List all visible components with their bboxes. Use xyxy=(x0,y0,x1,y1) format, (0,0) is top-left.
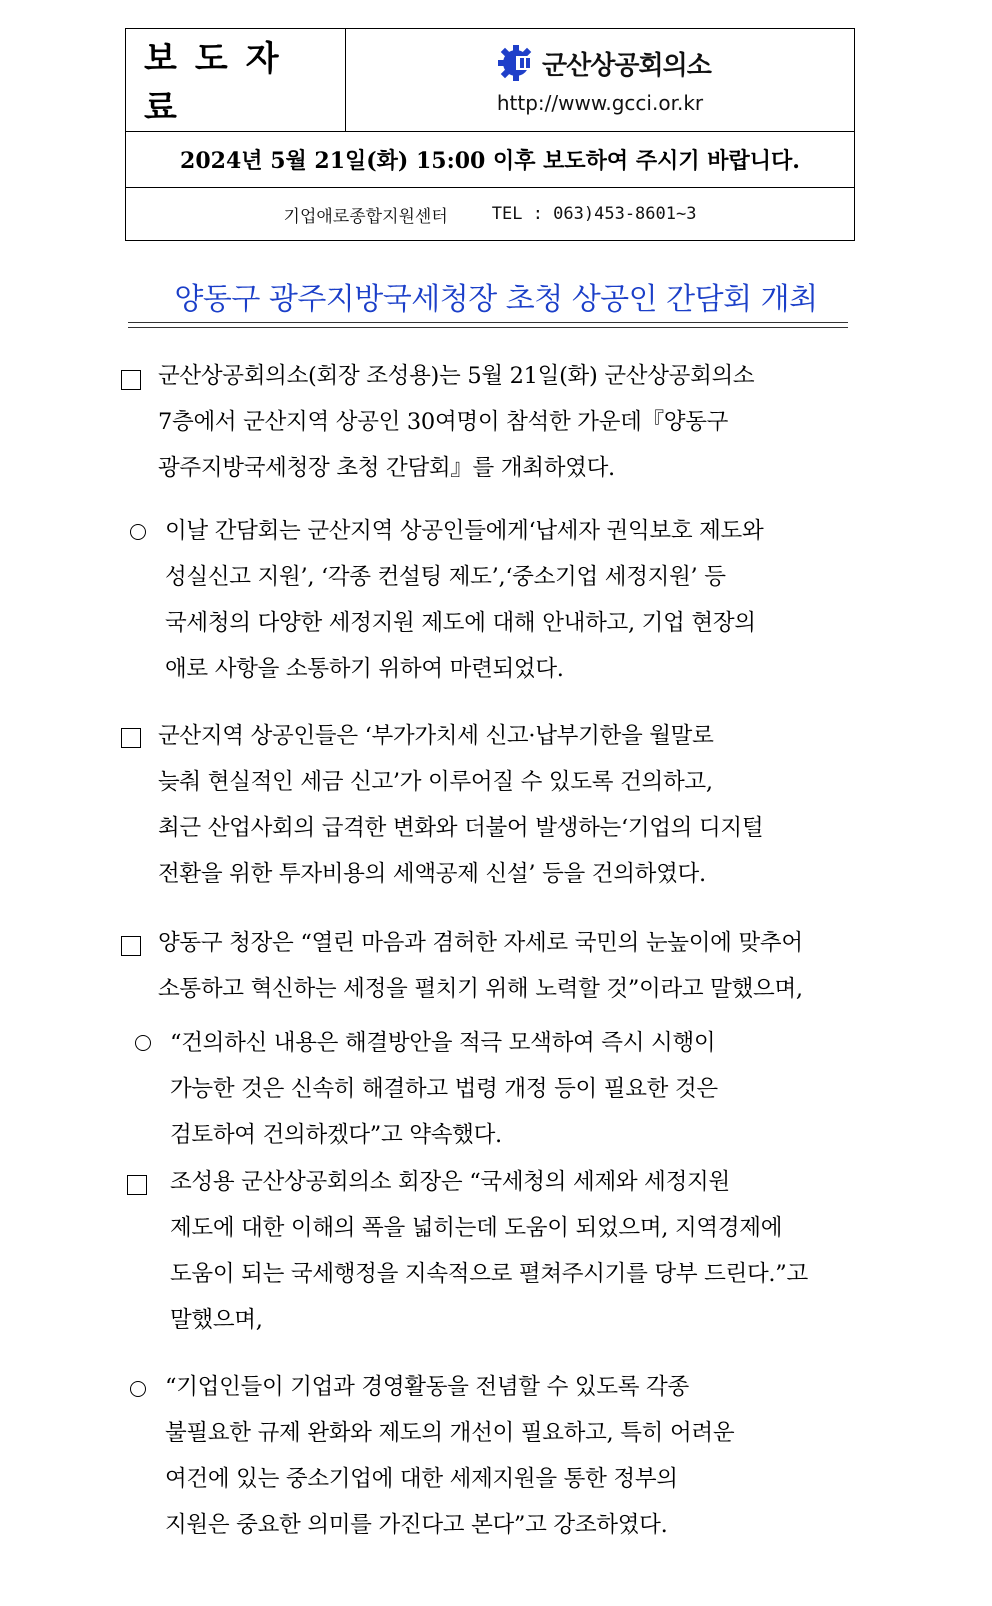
text-line: 불필요한 규제 완화와 제도의 개선이 필요하고, 특히 어려운 xyxy=(165,1420,735,1446)
text-line: 가능한 것은 신속히 해결하고 법령 개정 등이 필요한 것은 xyxy=(170,1076,718,1102)
square-bullet-marker xyxy=(121,370,141,390)
article-title-text: 양동구 광주지방국세청장 초청 상공인 간담회 개최 xyxy=(174,282,818,317)
article-title xyxy=(0,274,992,318)
text-line: 군산지역 상공인들은 ‘부가가치세 신고·납부기한을 월말로 xyxy=(158,723,714,749)
text-line: 군산상공회의소(회장 조성용)는 5월 21일(화) 군산상공회의소 xyxy=(158,363,755,389)
press-release-header xyxy=(125,28,855,241)
paragraph-6 xyxy=(170,1159,808,1343)
text-line: 지원은 중요한 의미를 가진다고 본다”고 강조하였다. xyxy=(165,1512,668,1538)
circle-bullet-marker xyxy=(130,524,146,540)
text-line: 도움이 되는 국세행정을 지속적으로 펼쳐주시기를 당부 드린다.”고 xyxy=(170,1261,808,1287)
text-line: 말했으며, xyxy=(170,1307,263,1333)
header-top-row xyxy=(126,29,854,132)
text-line: 여건에 있는 중소기업에 대한 세제지원을 통한 정부의 xyxy=(165,1466,678,1492)
contact-row xyxy=(126,188,854,240)
text-line: 소통하고 혁신하는 세정을 펼치기 위해 노력할 것”이라고 말했으며, xyxy=(158,976,803,1002)
square-bullet-marker xyxy=(121,728,141,748)
text-line: 국세청의 다양한 세정지원 제도에 대해 안내하고, 기업 현장의 xyxy=(165,610,756,636)
press-release-label-cell xyxy=(126,29,346,131)
text-line: 이날 간담회는 군산지역 상공인들에게‘납세자 권익보호 제도와 xyxy=(165,518,764,544)
organization-name: 군산상공회의소 xyxy=(542,51,711,81)
paragraph-5 xyxy=(170,1020,718,1158)
text-line: 7층에서 군산지역 상공인 30여명이 참석한 가운데『양동구 xyxy=(158,409,729,435)
text-line: 최근 산업사회의 급격한 변화와 더불어 발생하는‘기업의 디지털 xyxy=(158,815,764,841)
embargo-notice: 2024년 5월 21일(화) 15:00 이후 보도하여 주시기 바랍니다. xyxy=(126,132,854,188)
contact-telephone: TEL : 063)453-8601~3 xyxy=(491,204,697,224)
contact-department: 기업애로종합지원센터 xyxy=(283,206,448,227)
circle-bullet-marker xyxy=(130,1381,146,1397)
text-line: 애로 사항을 소통하기 위하여 마련되었다. xyxy=(165,656,564,682)
square-bullet-marker xyxy=(127,1175,147,1195)
text-line: 조성용 군산상공회의소 회장은 “국세청의 세제와 세정지원 xyxy=(170,1169,730,1195)
text-line: 광주지방국세청장 초청 간담회』를 개최하였다. xyxy=(158,455,615,481)
organization-url[interactable]: http://www.gcci.or.kr xyxy=(496,91,704,115)
text-line: “기업인들이 기업과 경영활동을 전념할 수 있도록 각종 xyxy=(165,1374,689,1400)
text-line: 전환을 위한 투자비용의 세액공제 신설’ 등을 건의하였다. xyxy=(158,861,706,887)
press-release-label: 보도자료 xyxy=(144,39,297,128)
title-double-underline xyxy=(128,322,848,328)
text-line: 성실신고 지원’, ‘각종 컨설팅 제도’,‘중소기업 세정지원’ 등 xyxy=(165,564,726,590)
organization-cell xyxy=(346,29,854,131)
paragraph-2 xyxy=(165,508,763,692)
text-line: 제도에 대한 이해의 폭을 넓히는데 도움이 되었으며, 지역경제에 xyxy=(170,1215,783,1241)
paragraph-3 xyxy=(158,713,763,897)
text-line: “건의하신 내용은 해결방안을 적극 모색하여 즉시 시행이 xyxy=(170,1030,716,1056)
square-bullet-marker xyxy=(121,936,141,956)
circle-bullet-marker xyxy=(135,1035,151,1051)
paragraph-4 xyxy=(158,920,803,1012)
chamber-logo-icon xyxy=(496,43,540,83)
text-line: 양동구 청장은 “열린 마음과 겸허한 자세로 국민의 눈높이에 맞추어 xyxy=(158,930,803,956)
paragraph-1 xyxy=(158,353,754,491)
paragraph-7 xyxy=(165,1364,734,1548)
text-line: 늦춰 현실적인 세금 신고’가 이루어질 수 있도록 건의하고, xyxy=(158,769,713,795)
text-line: 검토하여 건의하겠다”고 약속했다. xyxy=(170,1122,502,1148)
